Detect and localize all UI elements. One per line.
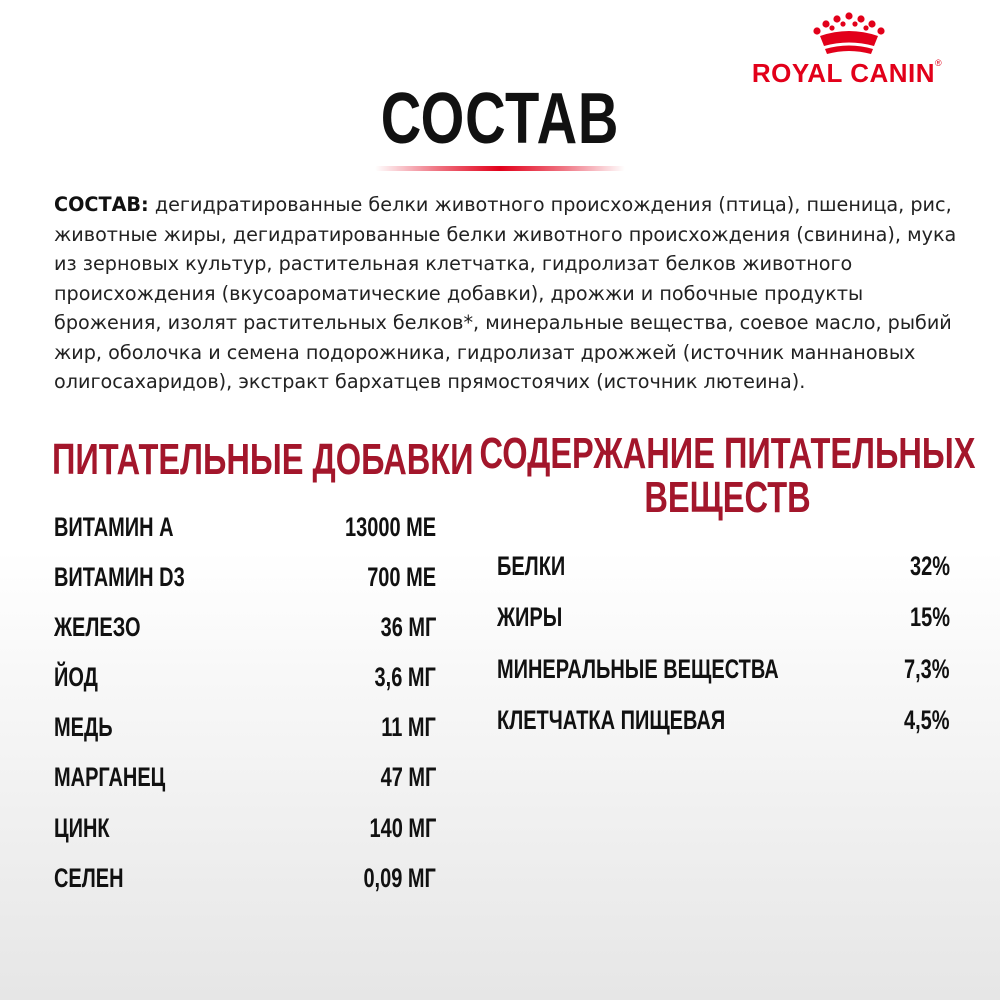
additive-value: 3,6 МГ xyxy=(374,662,436,693)
additive-name: ЦИНК xyxy=(54,812,110,843)
additive-name: ВИТАМИН D3 xyxy=(54,562,185,593)
additive-value: 140 МГ xyxy=(369,812,436,843)
nutrient-name: БЕЛКИ xyxy=(497,551,566,581)
nutrients-heading-line2: ВЕЩЕСТВ xyxy=(644,473,811,522)
nutrient-row xyxy=(497,652,950,703)
nutrient-value: 4,5% xyxy=(904,704,950,735)
composition-paragraph xyxy=(54,190,959,397)
nutrient-name: КЛЕТЧАТКА ПИЩЕВАЯ xyxy=(497,704,726,735)
additive-row xyxy=(54,861,436,911)
additive-value: 700 МЕ xyxy=(367,562,436,593)
additive-value: 0,09 МГ xyxy=(363,862,436,893)
composition-label: СОСТАВ: xyxy=(54,193,149,216)
additive-row xyxy=(54,660,436,710)
nutrients-heading xyxy=(479,429,976,522)
additive-name: ВИТАМИН А xyxy=(54,512,174,542)
composition-text: дегидратированные белки животного происхождения (птица), пшеница, рис, животные жиры, дегидратированные белки животного происхождения (свинина), мука из зерновых культур, растительная клетчатка, гидролизат белков животного происхождения (вкусоароматические добавки), дрожжи и побочные продукты брожения, изолят растительных белков*, минеральные вещества, соевое масло, рыбий жир, оболочка и семена подорожника, гидролизат дрожжей (источник маннановых олигосахаридов), экстракт бархатцев прямостоячих (источник лютеина). xyxy=(54,193,957,393)
additive-row xyxy=(54,760,436,810)
additive-value: 47 МГ xyxy=(380,762,436,793)
nutrient-row xyxy=(497,600,950,651)
nutrient-value: 32% xyxy=(910,551,950,581)
additive-value: 11 МГ xyxy=(381,712,436,743)
nutrient-name: МИНЕРАЛЬНЫЕ ВЕЩЕСТВА xyxy=(497,653,779,684)
brand-name: ROYAL CANIN® xyxy=(751,58,943,88)
page-title: СОСТАВ xyxy=(380,79,620,159)
additive-value: 36 МГ xyxy=(380,612,436,643)
additive-value: 13000 МЕ xyxy=(344,512,436,542)
additive-row xyxy=(54,560,436,610)
additive-row xyxy=(54,710,436,760)
additive-name: ЖЕЛЕЗО xyxy=(54,612,141,643)
nutrient-name: ЖИРЫ xyxy=(497,602,563,633)
additives-list xyxy=(54,510,436,911)
nutrient-row xyxy=(497,549,950,600)
additives-heading: ПИТАТЕЛЬНЫЕ ДОБАВКИ xyxy=(52,435,474,484)
nutrients-heading-line1: СОДЕРЖАНИЕ ПИТАТЕЛЬНЫХ xyxy=(479,429,976,478)
additive-row xyxy=(54,811,436,861)
additive-name: МАРГАНЕЦ xyxy=(54,762,166,793)
nutrient-row xyxy=(497,703,950,754)
nutrients-list xyxy=(497,549,950,754)
additive-name: МЕДЬ xyxy=(54,712,113,743)
registered-mark: ® xyxy=(935,58,943,68)
additive-row xyxy=(54,510,436,560)
crown-icon xyxy=(804,12,894,56)
additive-name: СЕЛЕН xyxy=(54,862,124,893)
additive-name: ЙОД xyxy=(54,662,98,693)
nutrient-value: 7,3% xyxy=(904,653,950,684)
additive-row xyxy=(54,610,436,660)
nutrient-value: 15% xyxy=(910,602,950,633)
title-underline xyxy=(375,166,625,171)
